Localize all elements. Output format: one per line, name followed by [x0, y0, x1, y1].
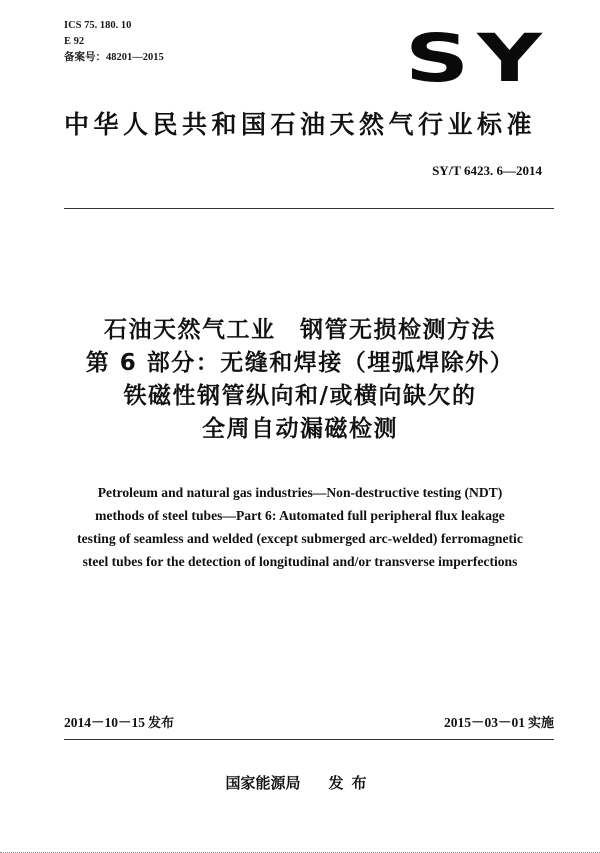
footer-divider [64, 739, 554, 740]
effective-date-value: 2015－03－01 [443, 715, 525, 730]
sy-logo: SY [405, 20, 550, 97]
header-divider [64, 208, 554, 209]
publish-label: 发布 [148, 716, 175, 731]
chinese-title-line: 第 6 部分：无缝和焊接（埋弧焊除外） [85, 350, 515, 376]
publish-date [64, 711, 174, 731]
chinese-title [0, 314, 600, 446]
effective-date [444, 711, 554, 731]
publish-date-value: 2014－10－15 [64, 715, 145, 730]
issuer [0, 772, 600, 793]
english-title-line: testing of seamless and welded (except submerged arc-welded) ferromagnetic [77, 531, 523, 546]
english-title-line: steel tubes for the detection of longitudinal and/or transverse imperfections [82, 554, 518, 569]
issuer-action: 发布 [328, 774, 375, 792]
classification-block [64, 18, 164, 66]
chinese-title-line: 石油天然气工业 钢管无损检测方法 [104, 317, 496, 343]
standard-header-title: 中华人民共和国石油天然气行业标准 [63, 110, 536, 139]
standard-number: SY/T 6423. 6—2014 [432, 163, 542, 178]
chinese-title-line: 铁磁性钢管纵向和/或横向缺欠的 [123, 383, 477, 409]
ccs-code: E 92 [64, 36, 85, 47]
english-title-line: methods of steel tubes—Part 6: Automated full peripheral flux leakage [95, 508, 505, 523]
ics-code: ICS 75. 180. 10 [64, 20, 132, 31]
effective-label: 实施 [527, 716, 554, 731]
english-title [0, 481, 600, 573]
issuer-name: 国家能源局 [225, 774, 301, 792]
record-number: 备案号：48201—2015 [64, 52, 164, 63]
english-title-line: Petroleum and natural gas industries—Non-destructive testing (NDT) [97, 485, 503, 500]
chinese-title-line: 全周自动漏磁检测 [202, 416, 398, 442]
